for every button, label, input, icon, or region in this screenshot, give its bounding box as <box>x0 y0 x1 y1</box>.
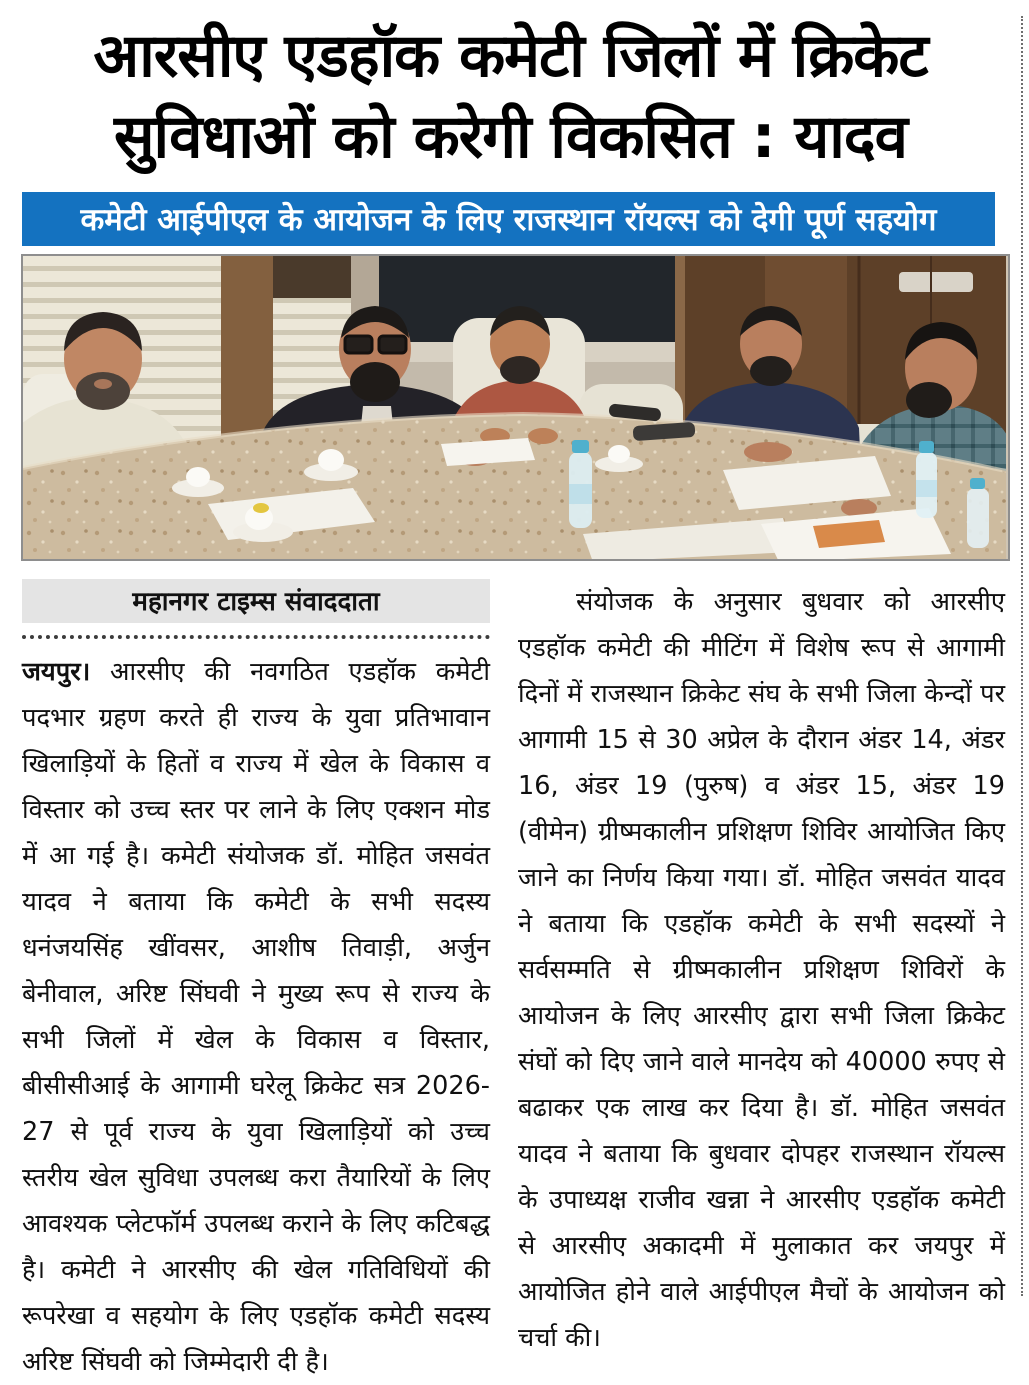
right-paragraph: संयोजक के अनुसार बुधवार को आरसीए एडहॉक कमेटी की मीटिंग में विशेष रूप से आगामी दिनों में राजस्थान क्रिकेट संघ के सभी जिला केन्दों पर आगामी 15 से 30 अप्रेल के दौरान अंडर 14, अंडर 16, अंडर 19 (पुरुष) व अंडर 15, अंडर 19 (वीमेन) ग्रीष्मकालीन प्रशिक्षण शिविर आयोजित किए जाने का निर्णय किया गया। डॉ. मोहित जसवंत यादव ने बताया कि एडहॉक कमेटी के सभी सदस्यों ने सर्वसम्मति से ग्रीष्मकालीन प्रशिक्षण शिविरों के आयोजन के लिए आरसीए द्वारा सभी जिला क्रिकेट संघों को दिए जाने वाले मानदेय को 40000 रुपए से बढाकर एक लाख कर दिया है। डॉ. मोहित जसवंत यादव ने बताया कि बुधवार दोपहर राजस्थान रॉयल्स के उपाध्यक्ष राजीव खन्ना ने आरसीए एडहॉक कमेटी से आरसीए अकादमी में मुलाकात कर जयपुर में आयोजित होने वाले आईपीएल मैचों के आयोजन को चर्चा की। <box>518 587 1005 1353</box>
left-column <box>22 579 490 1385</box>
dateline: जयपुर। <box>22 657 91 687</box>
window-frame-top <box>273 256 351 298</box>
clasped-hands <box>744 442 792 462</box>
byline-bar <box>22 579 490 623</box>
right-column <box>518 579 1005 1361</box>
column-divider-dotted-rule <box>1021 16 1023 1296</box>
wall-vent <box>899 272 973 292</box>
subheadline-text: कमेटी आईपीएल के आयोजन के लिए राजस्थान रॉयल्स को देगी पूर्ण सहयोग <box>80 202 937 238</box>
subheadline-bar <box>22 192 995 246</box>
article-body <box>22 579 1005 1385</box>
left-body-text: आरसीए की नवगठित एडहॉक कमेटी पदभार ग्रहण करते ही राज्य के युवा प्रतिभावान खिलाड़ियों के हितों व राज्य में खेल के विकास व विस्तार को उच्च स्तर पर लाने के लिए एक्शन मोड में आ गई है। कमेटी संयोजक डॉ. मोहित जसवंत यादव ने बताया कि कमेटी के सभी सदस्य धनंजयसिंह खींवसर, आशीष तिवाड़ी, अर्जुन बेनीवाल, अरिष्ट सिंघवी ने मुख्य रूप से राज्य के सभी जिलों में खेल के विकास व विस्तार, बीसीसीआई के आगामी घरेलू क्रिकेट सत्र 2026-27 से पूर्व राज्य के युवा खिलाड़ियों को उच्च स्तरीय खेल सुविधा उपलब्ध करा तैयारियों के लिए आवश्यक प्लेटफॉर्म उपलब्ध कराने के लिए कटिबद्ध है। कमेटी ने आरसीए की खेल गतिविधियों की रूपरेखा व सहयोग के लिए एडहॉक कमेटी सदस्य अरिष्ट सिंघवी को जिम्मेदारी दी है। <box>22 657 490 1377</box>
headline-line-2: सुविधाओं को करेगी विकसित : यादव <box>113 102 908 172</box>
left-paragraph <box>22 649 490 1385</box>
meeting-photo <box>21 254 1010 561</box>
byline-separator <box>22 635 490 639</box>
byline-text: महानगर टाइम्स संवाददाता <box>132 587 380 617</box>
hands-2 <box>528 428 558 444</box>
article-headline <box>22 16 999 178</box>
headline-line-1: आरसीए एडहॉक कमेटी जिलों में क्रिकेट <box>93 21 928 91</box>
